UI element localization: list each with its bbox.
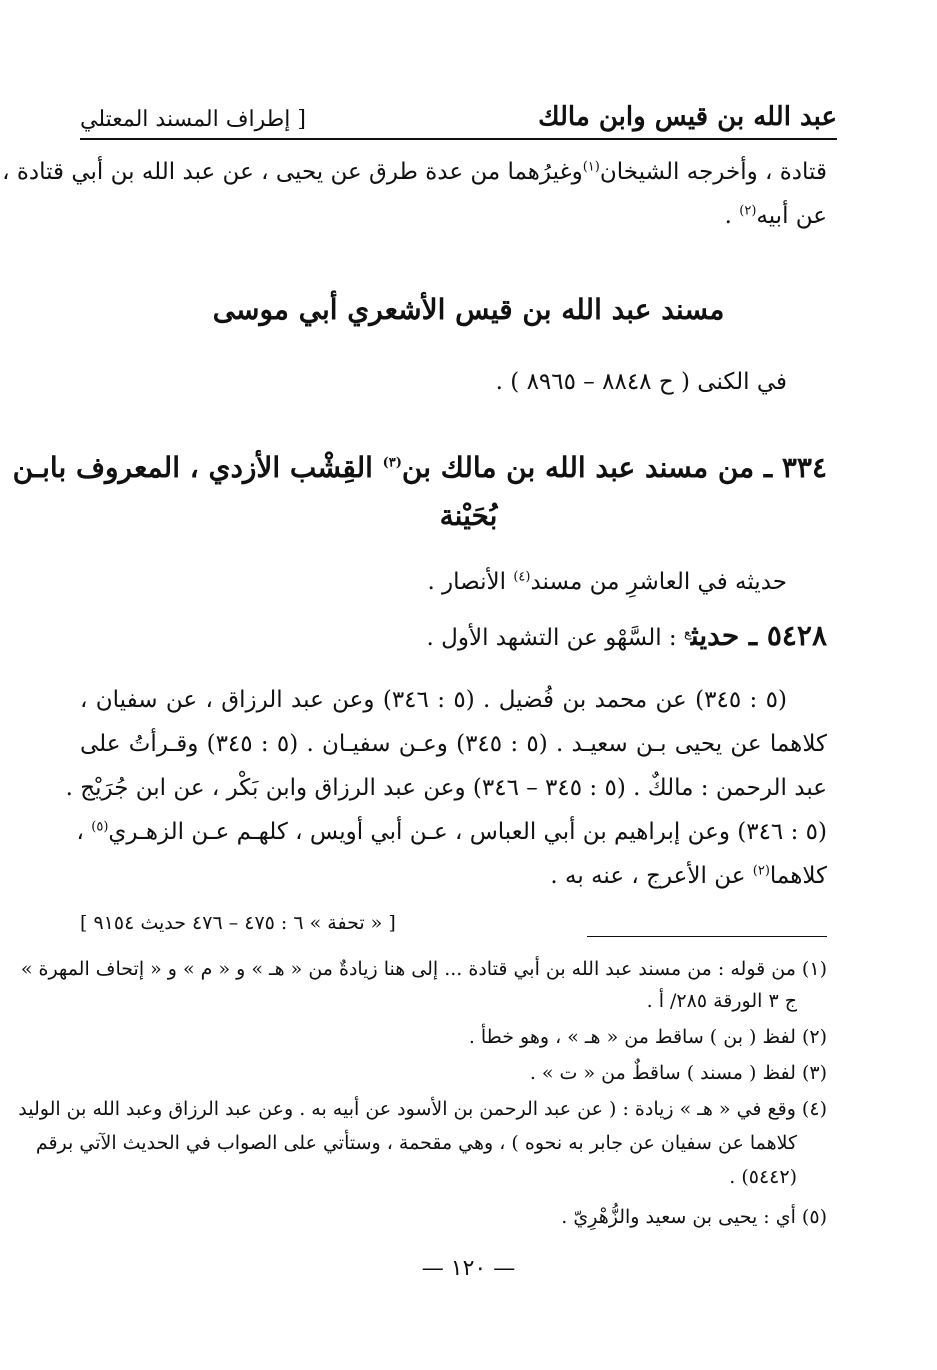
hadith-chain-text: ،	[76, 819, 92, 845]
footnote-1-continued: ج ٣ الورقة ٢٨٥/ أ .	[646, 990, 797, 1012]
intro-text: .	[724, 203, 740, 229]
intro-line-2	[80, 200, 827, 232]
musnad-heading-line-2: بُحَيْنة	[439, 499, 498, 532]
hadith-chain-line-1: (٥ : ٣٤٥) عن محمد بن فُضيل . (٥ : ٣٤٦) وعن عبد الرزاق ، عن سفيان ،	[80, 687, 787, 713]
intro-text: وغيرُهما من عدة طرق عن يحيى ، عن عبد الله بن أبي قتادة ،	[2, 159, 583, 185]
footnote-2: (٢) لفظ ( بن ) ساقط من « هـ » ، وهو خطأ .	[468, 1026, 827, 1048]
musnad-heading-text: القِشْب الأزدي ، المعروف بابـن	[12, 451, 383, 484]
footnote-ref: (٢)	[752, 863, 770, 879]
footnote-ref: (٤)	[513, 569, 531, 585]
hadith-location	[80, 566, 787, 598]
tuhfa-reference: [ « تحفة » ٦ : ٤٧٥ – ٤٧٦ حديث ٩١٥٤ ]	[80, 912, 396, 934]
hadith-chain-line-2: كلاهما عن يحيى بـن سعيـد . (٥ : ٣٤٥) وعـن سفيـان . (٥ : ٣٤٥) وقـرأتُ على	[80, 731, 827, 757]
header-right-title: عبد الله بن قيس وابن مالك	[538, 102, 837, 132]
hadith-number: ٥٤٢٨ ـ حديث	[690, 619, 827, 652]
footnote-ref: (٥)	[91, 819, 109, 835]
hadith-chain-text: عن الأعرج ، عنه به .	[550, 863, 753, 889]
section-title: مسند عبد الله بن قيس الأشعري أبي موسى	[212, 293, 725, 326]
musnad-heading-line-1	[12, 451, 827, 484]
footnote-ref: (٣)	[382, 455, 402, 471]
hadith-chain-line-5	[80, 860, 827, 892]
kuna-reference: في الكنى ( ح ٨٨٤٨ – ٨٩٦٥ ) .	[495, 369, 787, 395]
hadith-location-text: حديثه في العاشرِ من مسند	[530, 569, 787, 595]
hadith-mark: ع	[683, 625, 691, 641]
header-left-title: [ إطراف المسند المعتلي	[80, 107, 306, 132]
footnote-divider	[587, 936, 827, 937]
footnote-ref: (١)	[582, 159, 600, 175]
hadith-chain-line-3: عبد الرحمن : مالكٌ . (٥ : ٣٤٥ – ٣٤٦) وعن عبد الرزاق وابن بَكْر ، عن ابن جُرَيْج .	[65, 775, 827, 801]
footnote-4-continued: كلاهما عن سفيان عن جابر به نحوه ) ، وهي مقحمة ، وستأتي على الصواب في الحديث الآتي برقم	[35, 1132, 797, 1154]
hadith-location-text: الأنصار .	[427, 569, 514, 595]
footnote-1: (١) من قوله : من مسند عبد الله بن أبي قتادة ... إلى هنا زيادةٌ من « هـ » و « م » و « إتحاف المهرة »	[20, 958, 827, 980]
intro-line-1	[2, 156, 827, 188]
footnote-4: (٤) وقع في « هـ » زيادة : ( عن عبد الرحمن بن الأسود عن أبيه به . وعن عبد الرزاق وعبد الله بن الوليد	[18, 1098, 827, 1120]
footnote-3: (٣) لفظ ( مسند ) ساقطٌ من « ت » .	[529, 1062, 827, 1084]
musnad-heading-text: ٣٣٤ ـ من مسند عبد الله بن مالك بن	[401, 451, 827, 484]
page-number: — ١٢٠ —	[421, 1256, 516, 1281]
hadith-topic: : السَّهْو عن التشهد الأول .	[426, 625, 677, 651]
footnote-5: (٥) أي : يحيى بن سعيد والزُّهْرِيّ .	[561, 1206, 827, 1228]
intro-text: عن أبيه	[756, 203, 827, 229]
hadith-chain-text: كلاهما	[769, 863, 827, 889]
hadith-heading	[80, 620, 827, 654]
intro-text: قتادة ، وأخرجه الشيخان	[599, 159, 827, 185]
hadith-chain-line-4	[76, 816, 827, 848]
footnote-4-continued-2: (٥٤٤٢) .	[729, 1166, 797, 1188]
running-header	[80, 96, 837, 140]
hadith-chain-text: (٥ : ٣٤٦) وعن إبراهيم بن أبي العباس ، عـن أبي أويس ، كلهـم عـن الزهـري	[108, 819, 827, 845]
footnote-ref: (٢)	[739, 203, 757, 219]
